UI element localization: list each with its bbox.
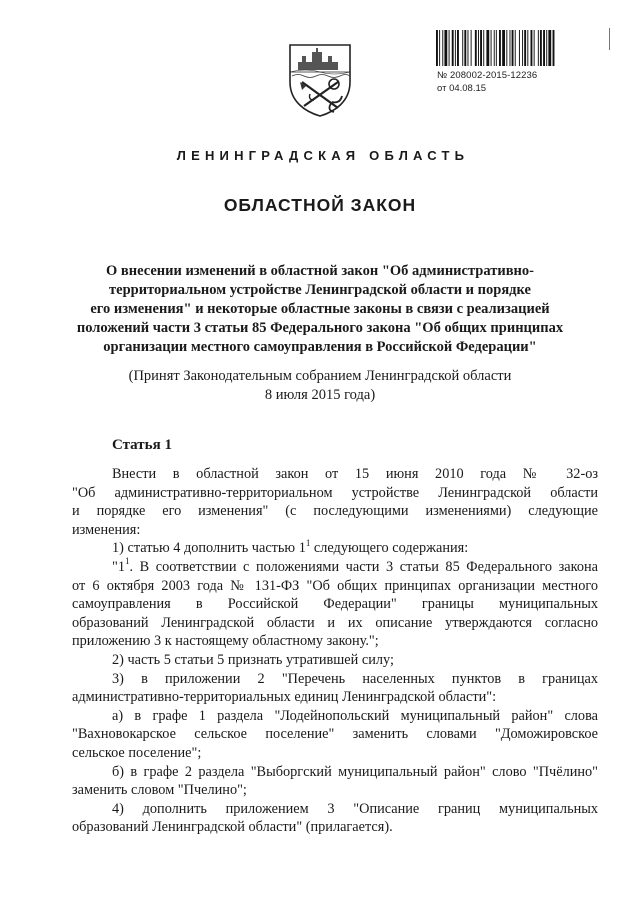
body-line: 4) дополнить приложением 3 "Описание границ муниципальных [112, 800, 598, 817]
body-line: заменить словом "Пчелино"; [72, 782, 247, 799]
body-line: образований Ленинградской области и их описание утверждаются согласно [72, 614, 598, 631]
article-body [72, 465, 598, 837]
document-type-heading: ОБЛАСТНОЙ ЗАКОН [223, 195, 417, 215]
adoption-note-line: (Принят Законодательным собранием Ленинградской области [128, 368, 512, 384]
law-title-line: положений части 3 статьи 85 Федерального закона "Об общих принципах [76, 320, 564, 336]
law-title-line: О внесении изменений в областной закон "Об административно- [106, 263, 534, 279]
body-line: образований Ленинградской области" (прилагается). [72, 819, 393, 836]
scan-artifact-line [609, 28, 610, 50]
body-line: 2) часть 5 статьи 5 признать утратившей силу; [112, 651, 394, 668]
body-line: сельское поселение"; [72, 744, 202, 761]
law-title-line: его изменения" и некоторые областные законы в связи с реализацией [90, 301, 550, 317]
adoption-note [70, 367, 570, 405]
body-line: изменения: [72, 521, 141, 538]
body-line: Внести в областной закон от 15 июня 2010 года № 32-оз [112, 466, 598, 482]
body-line: и порядке его изменения" (с последующими изменениями) следующие [72, 503, 598, 520]
article-heading: Статья 1 [112, 437, 172, 453]
law-title-line: организации местного самоуправления в Российской Федерации" [103, 339, 537, 355]
region-heading: ЛЕНИНГРАДСКАЯ ОБЛАСТЬ [176, 148, 470, 163]
body-line: 1) статью 4 дополнить частью $1^1$ следующего содержания: [112, 537, 469, 557]
body-line: б) в графе 2 раздела "Выборгский муниципальный район" слово "Пчёлино" [112, 763, 598, 780]
body-line: от 6 октября 2003 года № 131-ФЗ "Об общих принципах организации местного [72, 577, 598, 594]
body-line: административно-территориальных единиц Ленинградской области": [72, 689, 497, 706]
body-line: "$1^1$. В соответствии с положениями части 3 статьи 85 Федерального закона [112, 556, 598, 575]
body-line: "Вахновокарское сельское поселение" заменить словами "Доможировское [72, 726, 598, 743]
barcode-icon [436, 30, 596, 66]
body-line: самоуправления в Российской Федерации" границы муниципальных [72, 596, 598, 613]
adoption-note-line: 8 июля 2015 года) [264, 387, 376, 403]
law-title [70, 262, 570, 357]
body-line: "Об административно-территориальном устройстве Ленинградской области [72, 484, 598, 501]
body-line: а) в графе 1 раздела "Лодейнопольский муниципальный район" слова [112, 707, 598, 724]
body-line: приложению 3 к настоящему областному закону."; [72, 633, 379, 650]
coat-of-arms-icon [286, 42, 354, 118]
registration-number: № 208002-2015-12236 [437, 70, 538, 81]
law-title-line: территориальном устройстве Ленинградской области и порядке [109, 282, 531, 298]
registration-date: от 04.08.15 [437, 83, 487, 94]
body-line: 3) в приложении 2 "Перечень населенных пунктов в границах [112, 670, 598, 687]
